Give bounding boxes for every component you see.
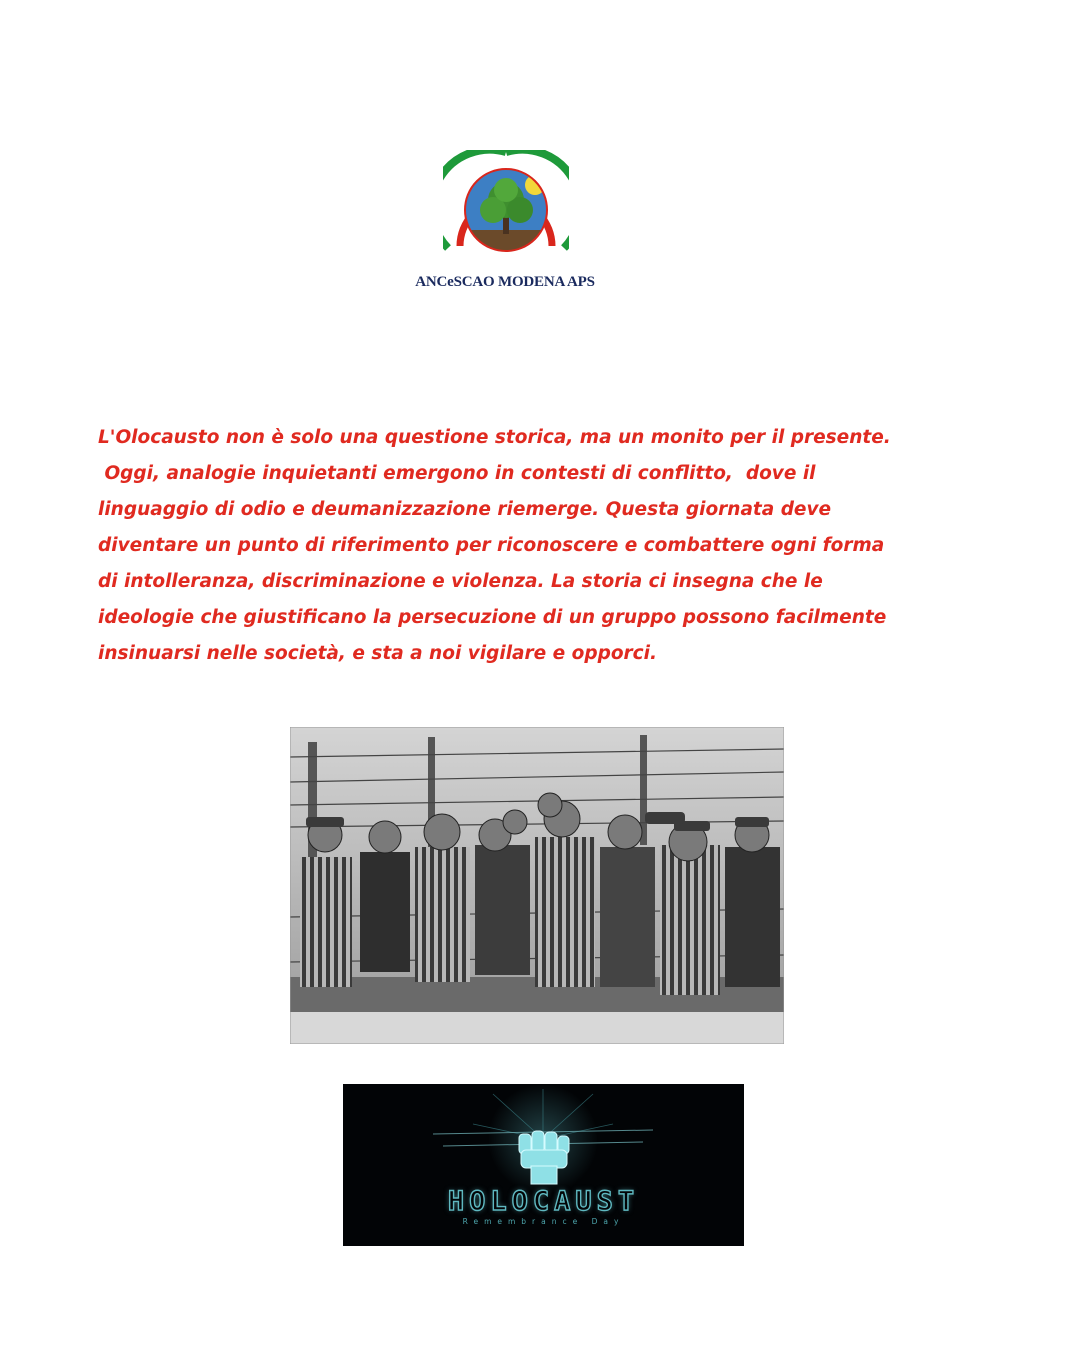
statement-line: linguaggio di odio e deumanizzazione riemerge. Questa giornata deve bbox=[98, 499, 832, 520]
organization-name: ANCeSCAO MODENA APS bbox=[415, 274, 595, 290]
statement-line: diventare un punto di riferimento per riconoscere e combattere ogni forma bbox=[98, 535, 885, 556]
banner-subtitle: Remembrance Day bbox=[462, 1217, 625, 1226]
photo-illustration bbox=[290, 727, 784, 1044]
statement-line: ideologie che giustificano la persecuzione di un gruppo possono facilmente bbox=[98, 607, 887, 628]
banner-title: HOLOCAUST bbox=[447, 1186, 640, 1217]
holocaust-remembrance-banner bbox=[343, 1084, 744, 1246]
statement-line: Oggi, analogie inquietanti emergono in contesti di conflitto, dove il bbox=[98, 463, 816, 484]
ancescao-logo bbox=[443, 150, 569, 258]
statement-text bbox=[98, 420, 988, 672]
historical-photo bbox=[290, 727, 784, 1044]
statement-line: di intolleranza, discriminazione e violenza. La storia ci insegna che le bbox=[98, 571, 823, 592]
statement-line: insinuarsi nelle società, e sta a noi vigilare e opporci. bbox=[98, 643, 657, 664]
statement-line: L'Olocausto non è solo una questione storica, ma un monito per il presente. bbox=[98, 427, 891, 448]
